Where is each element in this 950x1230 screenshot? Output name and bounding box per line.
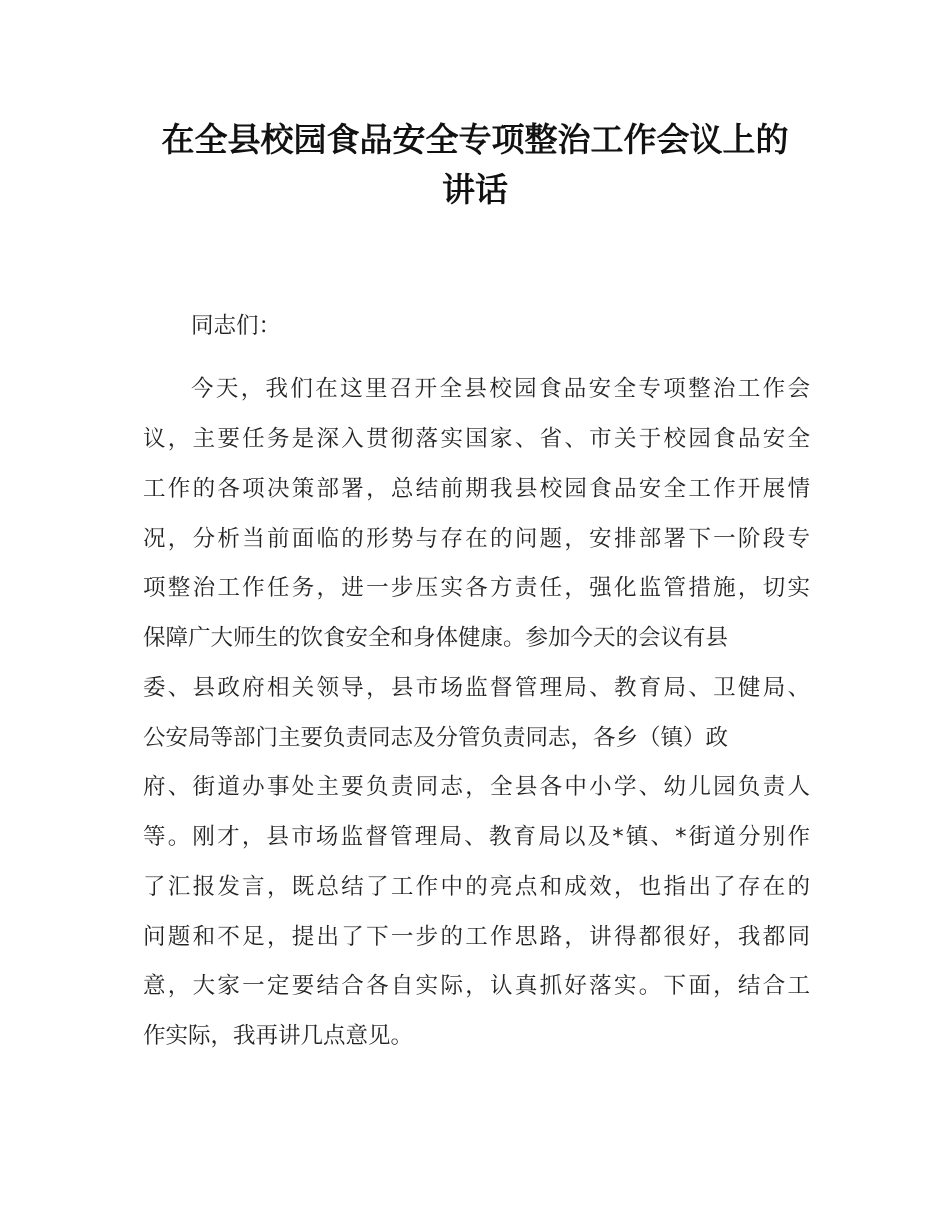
paragraph-line: 议，主要任务是深入贯彻落实国家、省、市关于校园食品安全 bbox=[143, 426, 810, 452]
paragraph-line: 公安局等部门主要负责同志及分管负责同志，各乡（镇）政 bbox=[143, 725, 729, 751]
paragraph-line: 府、街道办事处主要负责同志，全县各中小学、幼儿园负责人 bbox=[143, 774, 810, 800]
paragraph-line: 况，分析当前面临的形势与存在的问题，安排部署下一阶段专 bbox=[143, 526, 810, 552]
paragraph-line: 意，大家一定要结合各自实际，认真抓好落实。下面，结合工 bbox=[143, 973, 810, 999]
paragraph-line: 今天，我们在这里召开全县校园食品安全专项整治工作会 bbox=[191, 376, 810, 402]
paragraph-line: 项整治工作任务，进一步压实各方责任，强化监管措施，切实 bbox=[143, 575, 810, 601]
paragraph-line: 工作的各项决策部署，总结前期我县校园食品安全工作开展情 bbox=[143, 476, 810, 502]
document-title-line-2: 讲话 bbox=[442, 170, 508, 209]
salutation: 同志们： bbox=[191, 313, 282, 339]
paragraph-line: 作实际，我再讲几点意见。 bbox=[143, 1023, 414, 1049]
paragraph-line: 保障广大师生的饮食安全和身体健康。参加今天的会议有县 bbox=[143, 625, 729, 651]
document-title-line-1: 在全县校园食品安全专项整治工作会议上的 bbox=[161, 120, 789, 159]
paragraph-line: 了汇报发言，既总结了工作中的亮点和成效，也指出了存在的 bbox=[143, 874, 810, 900]
paragraph-line: 等。刚才，县市场监督管理局、教育局以及*镇、*街道分别作 bbox=[143, 824, 810, 850]
paragraph-line: 问题和不足，提出了下一步的工作思路，讲得都很好，我都同 bbox=[143, 924, 810, 950]
paragraph-line: 委、县政府相关领导，县市场监督管理局、教育局、卫健局、 bbox=[143, 675, 810, 701]
